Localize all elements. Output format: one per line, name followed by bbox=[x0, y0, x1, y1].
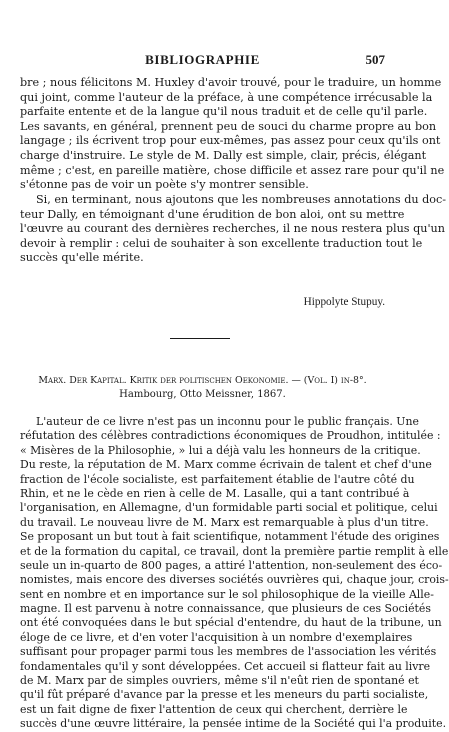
text-line: devoir à remplir : celui de souhaiter à son excellente traduction tout le bbox=[20, 236, 423, 250]
text-line: suffisant pour propager parmi tous les membres de l'association les vérités bbox=[20, 645, 437, 659]
text-line: du travail. Le nouveau livre de M. Marx est remarquable à plus d'un titre. bbox=[20, 515, 429, 529]
text-line: Si, en terminant, nous ajoutons que les nombreuses annotations du doc- bbox=[36, 193, 447, 206]
review-heading bbox=[20, 374, 385, 402]
text-line: l'œuvre au courant des dernières recherches, il ne nous restera plus qu'un bbox=[20, 222, 445, 236]
text-line: parfaite entente et de la langue qu'il nous traduit et de celle qu'il parle. bbox=[20, 105, 428, 119]
text-line: réfutation des célèbres contradictions économiques de Proudhon, intitulée : bbox=[20, 429, 441, 443]
continued-review-paragraph-1 bbox=[20, 76, 445, 193]
book-publisher: Hambourg, Otto Meissner, 1867. bbox=[119, 389, 286, 400]
text-line: magne. Il est parvenu à notre connaissance, que plusieurs de ces Sociétés bbox=[20, 602, 431, 616]
section-divider bbox=[170, 338, 230, 339]
text-line: fondamentales qu'il y sont développées. Cet accueil si flatteur fait au livre bbox=[20, 659, 431, 673]
text-line: l'organisation, en Allemagne, d'un formidable parti social et politique, celui bbox=[20, 501, 438, 515]
text-line: L'auteur de ce livre n'est pas un inconnu pour le public français. Une bbox=[36, 415, 419, 428]
text-line: fraction de l'école socialiste, est parfaitement établie de l'autre côté du bbox=[20, 472, 415, 486]
continued-review-paragraph-2 bbox=[20, 193, 447, 266]
text-line: est un fait digne de fixer l'attention de ceux qui cherchent, derrière le bbox=[20, 702, 408, 716]
text-line: et de la formation du capital, ce travail, dont la première partie remplit à elle bbox=[20, 544, 449, 558]
text-line: sent en nombre et en importance sur le sol philosophique de la vieille Alle- bbox=[20, 587, 434, 601]
text-line: même ; c'est, en pareille matière, chose difficile et assez rare pour qu'il ne bbox=[20, 163, 445, 177]
text-line: ont été convoquées dans le but spécial d'entendre, du haut de la tribune, un bbox=[20, 616, 442, 630]
text-line: teur Dally, en témoignant d'une érudition de bon aloi, ont su mettre bbox=[20, 207, 405, 221]
text-line: s'étonne pas de voir un poète s'y montrer sensible. bbox=[20, 178, 309, 192]
book-citation: Marx. Der Kapital. Kritik der politischen Oekonomie. — (Vol. I) in-8°. bbox=[38, 375, 367, 386]
text-line: seule un in-quarto de 800 pages, a attiré l'attention, non-seulement des éco- bbox=[20, 558, 443, 572]
text-line: qui joint, comme l'auteur de la préface, à une compétence irrécusable la bbox=[20, 90, 433, 104]
review-paragraph-1 bbox=[20, 415, 449, 732]
text-line: éloge de ce livre, et d'en voter l'acquisition à un nombre d'exemplaires bbox=[20, 630, 413, 644]
text-line: Les savants, en général, prennent peu de souci du charme propre au bon bbox=[20, 119, 437, 133]
page-number: 507 bbox=[365, 52, 385, 67]
review-signature: Hippolyte Stupuy. bbox=[303, 296, 385, 308]
text-line: Du reste, la réputation de M. Marx comme écrivain de talent et chef d'une bbox=[20, 458, 432, 472]
text-line: succès qu'elle mérite. bbox=[20, 251, 144, 265]
text-line: langage ; ils écrivent trop pour eux-mêmes, pas assez pour ceux qu'ils ont bbox=[20, 134, 441, 148]
text-line: « Misères de la Philosophie, » lui a déjà valu les honneurs de la critique. bbox=[20, 443, 421, 457]
text-line: Rhin, et ne le cède en rien à celle de M. Lasalle, qui a tant contribué à bbox=[20, 486, 410, 500]
text-line: nomistes, mais encore des diverses sociétés ouvrières qui, chaque jour, crois- bbox=[20, 573, 449, 587]
text-line: de M. Marx par de simples ouvriers, même s'il n'eût rien de spontané et bbox=[20, 674, 419, 688]
text-line: succès d'une œuvre littéraire, la pensée intime de la Société qui l'a produite. bbox=[20, 717, 447, 731]
text-line: charge d'instruire. Le style de M. Dally est simple, clair, précis, élégant bbox=[20, 148, 427, 162]
text-line: qu'il fût préparé d'avance par la presse et les meneurs du parti socialiste, bbox=[20, 688, 429, 702]
text-line: Se proposant un but tout à fait scientifique, notamment l'étude des origines bbox=[20, 530, 440, 544]
page-header bbox=[20, 52, 385, 70]
text-line: bre ; nous félicitons M. Huxley d'avoir trouvé, pour le traduire, un homme bbox=[20, 76, 442, 89]
running-head: BIBLIOGRAPHIE bbox=[145, 52, 260, 67]
